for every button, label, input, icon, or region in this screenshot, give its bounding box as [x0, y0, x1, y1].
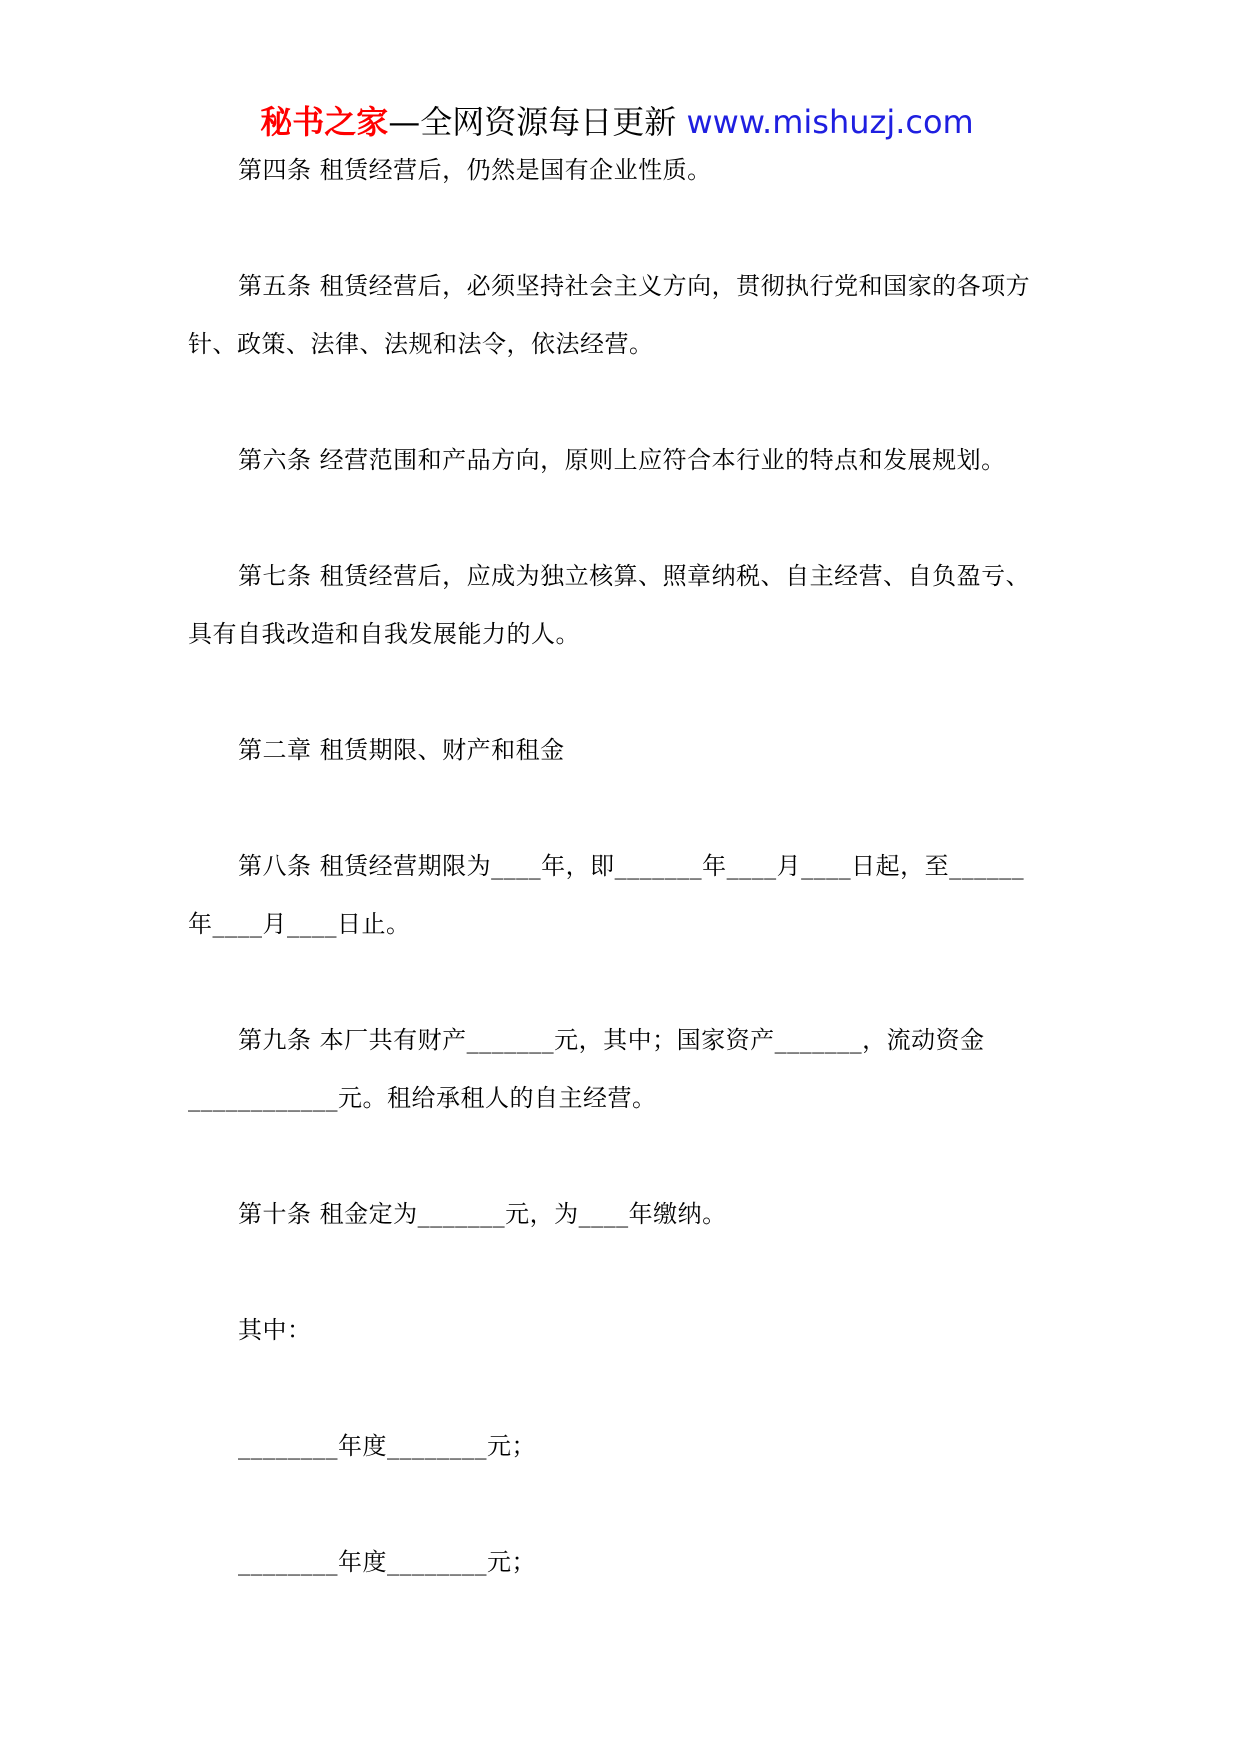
document-body	[188, 141, 1048, 1591]
chapter-2-heading: 第二章 租赁期限、财产和租金	[238, 736, 565, 764]
article-10-paragraph: 第十条 租金定为_______元，为____年缴纳。	[238, 1200, 727, 1228]
annual-rent-line-1: ________年度________元；	[238, 1432, 536, 1460]
article-9-paragraph: 第九条 本厂共有财产_______元，其中；国家资产_______，流动资金____________元。租给承租人的自主经营。	[188, 1026, 985, 1112]
header-slogan: —全网资源每日更新	[388, 103, 687, 141]
page-header	[0, 102, 1234, 142]
article-8-paragraph: 第八条 租赁经营期限为____年，即_______年____月____日起，至______年____月____日止。	[188, 852, 1025, 938]
annual-rent-line-2: ________年度________元；	[238, 1548, 536, 1576]
brand-name: 秘书之家	[260, 103, 389, 141]
article-6-paragraph: 第六条 经营范围和产品方向，原则上应符合本行业的特点和发展规划。	[238, 446, 1006, 474]
among-which-line: 其中：	[238, 1316, 312, 1344]
article-7-paragraph: 第七条 租赁经营后，应成为独立核算、照章纳税、自主经营、自负盈亏、具有自我改造和自我发展能力的人。	[188, 562, 1031, 648]
article-4-paragraph: 第四条 租赁经营后，仍然是国有企业性质。	[238, 156, 712, 184]
article-5-paragraph: 第五条 租赁经营后，必须坚持社会主义方向，贯彻执行党和国家的各项方针、政策、法律、法规和法令，依法经营。	[188, 272, 1031, 358]
header-url-link[interactable]: www.mishuzj.com	[686, 103, 974, 141]
